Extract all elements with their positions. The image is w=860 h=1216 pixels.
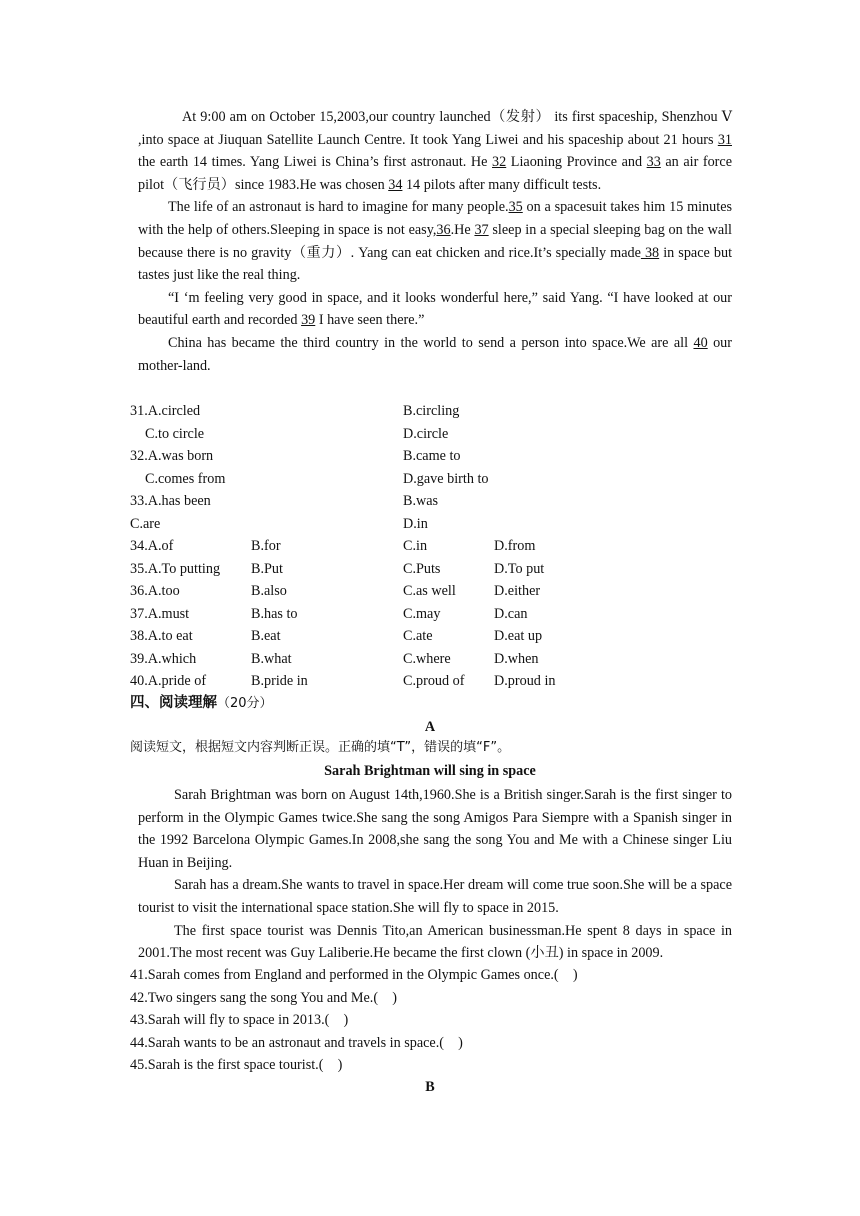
option-36-b: B.also	[251, 583, 287, 599]
option-row-31	[130, 400, 730, 423]
cloze-paragraph-4: China has became the third country in the world to send a person into space.We are all 40 our mother-land.	[138, 334, 733, 374]
blank-35: 35	[508, 199, 523, 216]
option-40-c: C.proud of	[403, 673, 465, 689]
option-32-c: C.comes from	[145, 470, 226, 487]
cloze-paragraph-2: The life of an astronaut is hard to imagine for many people.35 on a spacesuit takes him 15 minutes with the help of others.Sleeping in space is not easy,36.He 37 sleep in a special sleeping bag on the wall because there is no gravity（重力）. Yang can eat chicken and rice.It’s specially made 38 in space but tastes just like the real thing.	[138, 199, 733, 284]
option-33-b: B.was	[403, 493, 439, 509]
option-row-31-cd	[130, 423, 730, 446]
blank-39: 39	[301, 312, 316, 329]
option-row-33	[130, 490, 730, 513]
cloze-options	[130, 400, 730, 693]
option-38-c: C.ate	[403, 628, 433, 644]
option-40-d: D.proud in	[494, 673, 556, 689]
option-40-b: B.pride in	[251, 673, 308, 689]
part-a-instruction: 阅读短文，根据短文内容判断正误。正确的填“T”，错误的填“F”。	[130, 740, 511, 755]
option-32-d: D.gave birth to	[403, 470, 489, 487]
blank-33: 33	[646, 154, 661, 171]
option-row-34	[130, 535, 730, 558]
option-39-c: C.where	[403, 650, 451, 667]
section-4-heading: 四、阅读理解（20分）	[130, 695, 273, 711]
option-34-a: 34.A.of	[130, 538, 174, 554]
option-32-a: 32.A.was born	[130, 448, 214, 464]
option-39-d: D.when	[494, 650, 539, 667]
option-row-39	[130, 648, 730, 671]
section-4-score: （20分）	[217, 696, 273, 711]
reading-passage	[138, 784, 732, 965]
option-35-d: D.To put	[494, 560, 545, 577]
option-37-a: 37.A.must	[130, 605, 190, 622]
reading-paragraph-3: The first space tourist was Dennis Tito,an American businessman.He spent 8 days in space in 2001.The most recent was Guy Laliberie.He became the first clown (小丑) in space in 2009.	[138, 922, 732, 962]
cloze-paragraph-1: At 9:00 am on October 15,2003,our country launched（发射） its first spaceship, Shenzhou Ⅴ ,into space at Jiuquan Satellite Launch Centre. It took Yang Liwei and his spaceship about 21 hours 31 the earth 14 times. Yang Liwei is China’s first astronaut. He 32 Liaoning Province and 33 an air force pilot（飞行员）since 1983.He was chosen 34 14 pilots after many difficult tests.	[138, 109, 733, 193]
option-row-38	[130, 625, 730, 648]
option-row-32-cd	[130, 468, 730, 491]
part-b-label: B	[425, 1079, 435, 1095]
option-35-a: 35.A.To putting	[130, 560, 221, 577]
part-a-label: A	[424, 719, 436, 735]
blank-40: 40	[693, 334, 708, 351]
option-row-33-cd	[130, 513, 730, 536]
option-34-b: B.for	[251, 538, 281, 554]
option-33-d: D.in	[403, 515, 428, 532]
question-41: 41.Sarah comes from England and performed in the Olympic Games once.( )	[130, 967, 578, 983]
option-39-a: 39.A.which	[130, 650, 197, 667]
question-44: 44.Sarah wants to be an astronaut and travels in space.( )	[130, 1034, 463, 1051]
option-34-c: C.in	[403, 538, 428, 554]
option-row-40	[130, 670, 730, 693]
option-37-c: C.may	[403, 605, 441, 622]
option-37-d: D.can	[494, 605, 528, 622]
blank-36: 36	[436, 221, 451, 238]
option-33-a: 33.A.has been	[130, 493, 211, 509]
option-31-b: B.circling	[403, 403, 460, 419]
blank-38: 38	[640, 244, 660, 261]
option-row-32	[130, 445, 730, 468]
option-36-d: D.either	[494, 583, 541, 599]
blank-31: 31	[717, 131, 732, 148]
reading-title: Sarah Brightman will sing in space	[324, 763, 536, 779]
blank-37: 37	[474, 221, 489, 238]
reading-paragraph-2: Sarah has a dream.She wants to travel in space.Her dream will come true soon.She will be a space tourist to visit the international space station.She will fly to space in 2015.	[138, 877, 732, 916]
option-35-b: B.Put	[251, 560, 283, 577]
option-row-37	[130, 603, 730, 626]
true-false-questions	[130, 964, 578, 1077]
option-38-b: B.eat	[251, 628, 281, 644]
reading-paragraph-1: Sarah Brightman was born on August 14th,1960.She is a British singer.Sarah is the first singer to perform in the Olympic Games twice.She sang the song Amigos Para Siempre with a Spanish singer in the 1992 Barcelona Olympic Games.In 2008,she sang the song You and Me with a Chinese singer Liu Huan in Beijing.	[138, 787, 732, 871]
option-row-36	[130, 580, 730, 603]
question-45: 45.Sarah is the first space tourist.( )	[130, 1057, 343, 1074]
option-38-d: D.eat up	[494, 628, 543, 644]
option-row-35	[130, 558, 730, 581]
option-40-a: 40.A.pride of	[130, 673, 207, 689]
cloze-paragraph-3: “I ‘m feeling very good in space, and it looks wonderful here,” said Yang. “I have looked at our beautiful earth and recorded 39 I have seen there.”	[138, 289, 732, 329]
option-32-b: B.came to	[403, 448, 461, 464]
option-34-d: D.from	[494, 538, 536, 554]
blank-34: 34	[388, 176, 403, 193]
question-43: 43.Sarah will fly to space in 2013.( )	[130, 1012, 349, 1029]
option-31-a: 31.A.circled	[130, 403, 201, 419]
question-42: 42.Two singers sang the song You and Me.( )	[130, 989, 397, 1006]
option-37-b: B.has to	[251, 605, 298, 622]
option-33-c: C.are	[130, 515, 161, 532]
option-36-c: C.as well	[403, 583, 456, 599]
blank-32: 32	[492, 154, 507, 171]
option-31-d: D.circle	[403, 425, 449, 442]
option-36-a: 36.A.too	[130, 583, 180, 599]
cloze-passage	[138, 106, 732, 377]
option-38-a: 38.A.to eat	[130, 628, 193, 644]
option-39-b: B.what	[251, 650, 292, 667]
option-31-c: C.to circle	[145, 425, 205, 442]
option-35-c: C.Puts	[403, 560, 441, 577]
